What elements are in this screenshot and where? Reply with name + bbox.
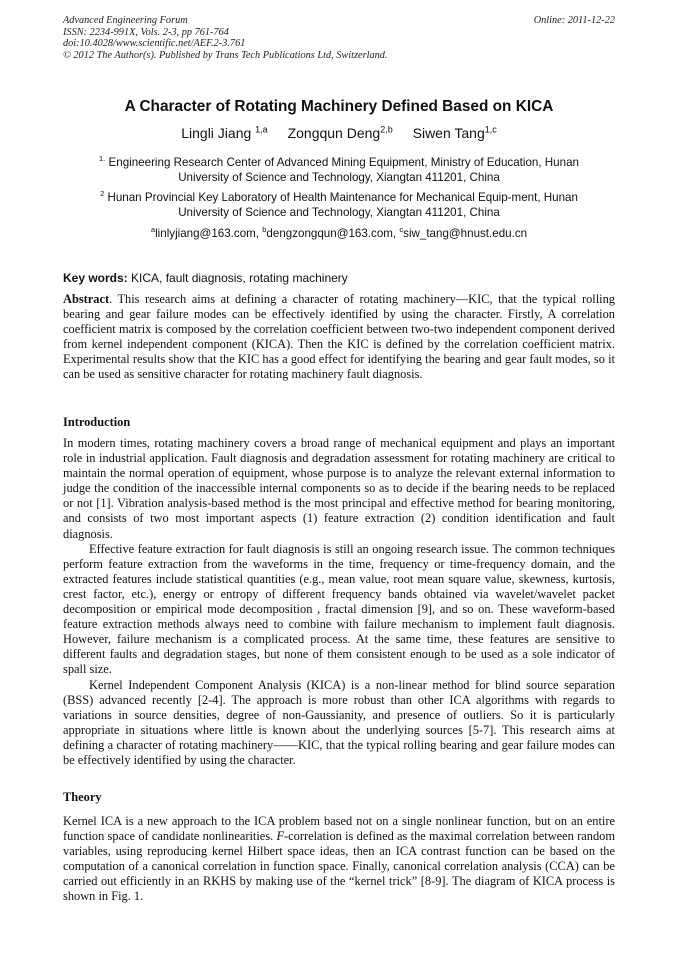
emphasis: F: [276, 829, 285, 844]
author-affiliation-mark: 1,a: [255, 124, 268, 134]
email-mark: a: [150, 225, 156, 234]
email-link[interactable]: siw_tang@hnust.edu.cn: [403, 226, 528, 240]
email-link[interactable]: linlyjiang@163.com,: [155, 226, 263, 240]
affiliation-mark: 2: [100, 189, 105, 198]
affiliation-line: University of Science and Technology, Xiangtan 411201, China: [178, 170, 500, 184]
copyright-line: © 2012 The Author(s). Published by Trans Tech Publications Ltd, Switzerland.: [63, 49, 388, 61]
paragraph: In modern times, rotating machinery covers a broad range of mechanical equipment and plays an important role in industrial application. Fault diagnosis and degradation assessment for rotating machinery are critical to maintain the normal operation of equipment, whose purpose is to analyze the relevant external information to judge the condition of the inaccessible internal components so as to decide if the bearing needs to be replaced or not [1]. Vibration analysis-based method is the most principal and effective method for bearing monitoring, and consists of two most important aspects (1) feature extraction (2) condition identification and fault diagnosis.: [63, 436, 615, 541]
paragraph: [63, 814, 615, 905]
author-list: [0, 124, 678, 141]
affiliation-line: University of Science and Technology, Xiangtan 411201, China: [178, 205, 500, 219]
abstract-label: Abstract: [63, 292, 110, 306]
author: [413, 125, 497, 141]
journal-name: Advanced Engineering Forum: [63, 15, 188, 26]
email-link[interactable]: dengzongqun@163.com,: [266, 226, 400, 240]
author: [181, 125, 267, 141]
affiliation-line: Hunan Provincial Key Laboratory of Health Maintenance for Mechanical Equip-ment, Hunan: [107, 190, 578, 204]
paragraph: Kernel Independent Component Analysis (KICA) is a non-linear method for blind source separation (BSS) advanced recently [2-4]. The approach is more robust than other ICA algorithms with regards to variations in source densities, degree of non-Gaussianity, and presence of outliers. So it is particularly appropriate in situations where little is known about the underlying sources [5-7]. This research aims at defining a character of rotating machinery——KIC, that the typical rolling bearing and gear failure modes can be effectively identified by using the character.: [63, 677, 615, 767]
paragraph-text: Kernel ICA is a new approach to the ICA problem based not on a single nonlinear function, but on an entire function space of candidate nonlinearities.: [63, 814, 615, 844]
affiliation-2: [63, 186, 615, 220]
email-mark: c: [399, 225, 404, 234]
author-affiliation-mark: 2,b: [380, 124, 393, 134]
paragraph: Effective feature extraction for fault diagnosis is still an ongoing research issue. The common techniques perform feature extraction from the waveforms in the time, frequency or time-frequency domain, and the extracted features include statistical quantities (e.g., mean value, root mean square value, skewness, kurtosis, crest factor, etc.), energy or entropy of different frequency bands obtained via wavelet/wavelet packet decomposition or empirical mode decomposition , fractal dimension [9], and so on. These waveform-based feature extraction methods always need to combine with failure mechanism to implement fault diagnosis. However, failure mechanism is a complicated process. At the same time, these features are sensitive to different faults and degradation stages, but none of them consistent enough to be used as a sole indicator of spall size.: [63, 541, 615, 677]
keywords-label: Key words:: [63, 271, 128, 285]
online-date: Online: 2011-12-22: [533, 15, 615, 26]
email-mark: b: [262, 225, 267, 234]
journal-header: [63, 15, 615, 61]
author-name: Zongqun Deng: [287, 124, 381, 141]
abstract-text: . This research aims at defining a character of rotating machinery—KIC, that the typical rolling bearing and gear failure modes can be effectively identified by using the character. Firstly, A correlation coefficient matrix is composed by the correlation coefficient between two-two independent component derived from kernel independent component (KICA). Then the KIC is defined by the correlation coefficient matrix. Experimental results show that the KIC has a good effect for identifying the bearing and gear fault modes, so it can be used as sensitive character for rotating machinery fault diagnosis.: [63, 292, 615, 382]
keywords-text: KICA, fault diagnosis, rotating machinery: [127, 271, 348, 285]
paragraph-text: -correlation is defined as the maximal correlation between random variables, using reproducing kernel Hilbert space ideas, then an ICA contrast function can be based on the computation of a canonical correlation in function space. Finally, canonical correlation analysis (CCA) can be carried out efficiently in an RKHS by making use of the “kernel trick” [8-9]. The diagram of KICA process is shown in Fig. 1.: [63, 829, 615, 904]
affiliation-1: [63, 151, 615, 185]
keywords: [63, 271, 615, 285]
doi-line: doi:10.4028/www.scientific.net/AEF.2-3.761: [63, 38, 246, 49]
author-name: Lingli Jiang: [181, 124, 252, 141]
author-name: Siwen Tang: [412, 124, 485, 141]
paper-title: A Character of Rotating Machinery Defined Based on KICA: [124, 98, 554, 115]
author: [288, 125, 393, 141]
theory-body: [63, 814, 615, 905]
section-heading-theory: Theory: [63, 790, 102, 804]
author-affiliation-mark: 1,c: [484, 124, 497, 134]
affiliation-mark: 1.: [99, 154, 106, 163]
affiliation-line: Engineering Research Center of Advanced Mining Equipment, Ministry of Education, Hunan: [108, 155, 579, 169]
abstract: [63, 292, 615, 383]
email-line: [63, 222, 615, 241]
section-heading-introduction: Introduction: [63, 415, 131, 429]
issn-line: ISSN: 2234-991X, Vols. 2-3, pp 761-764: [63, 26, 229, 38]
introduction-body: [63, 436, 615, 768]
